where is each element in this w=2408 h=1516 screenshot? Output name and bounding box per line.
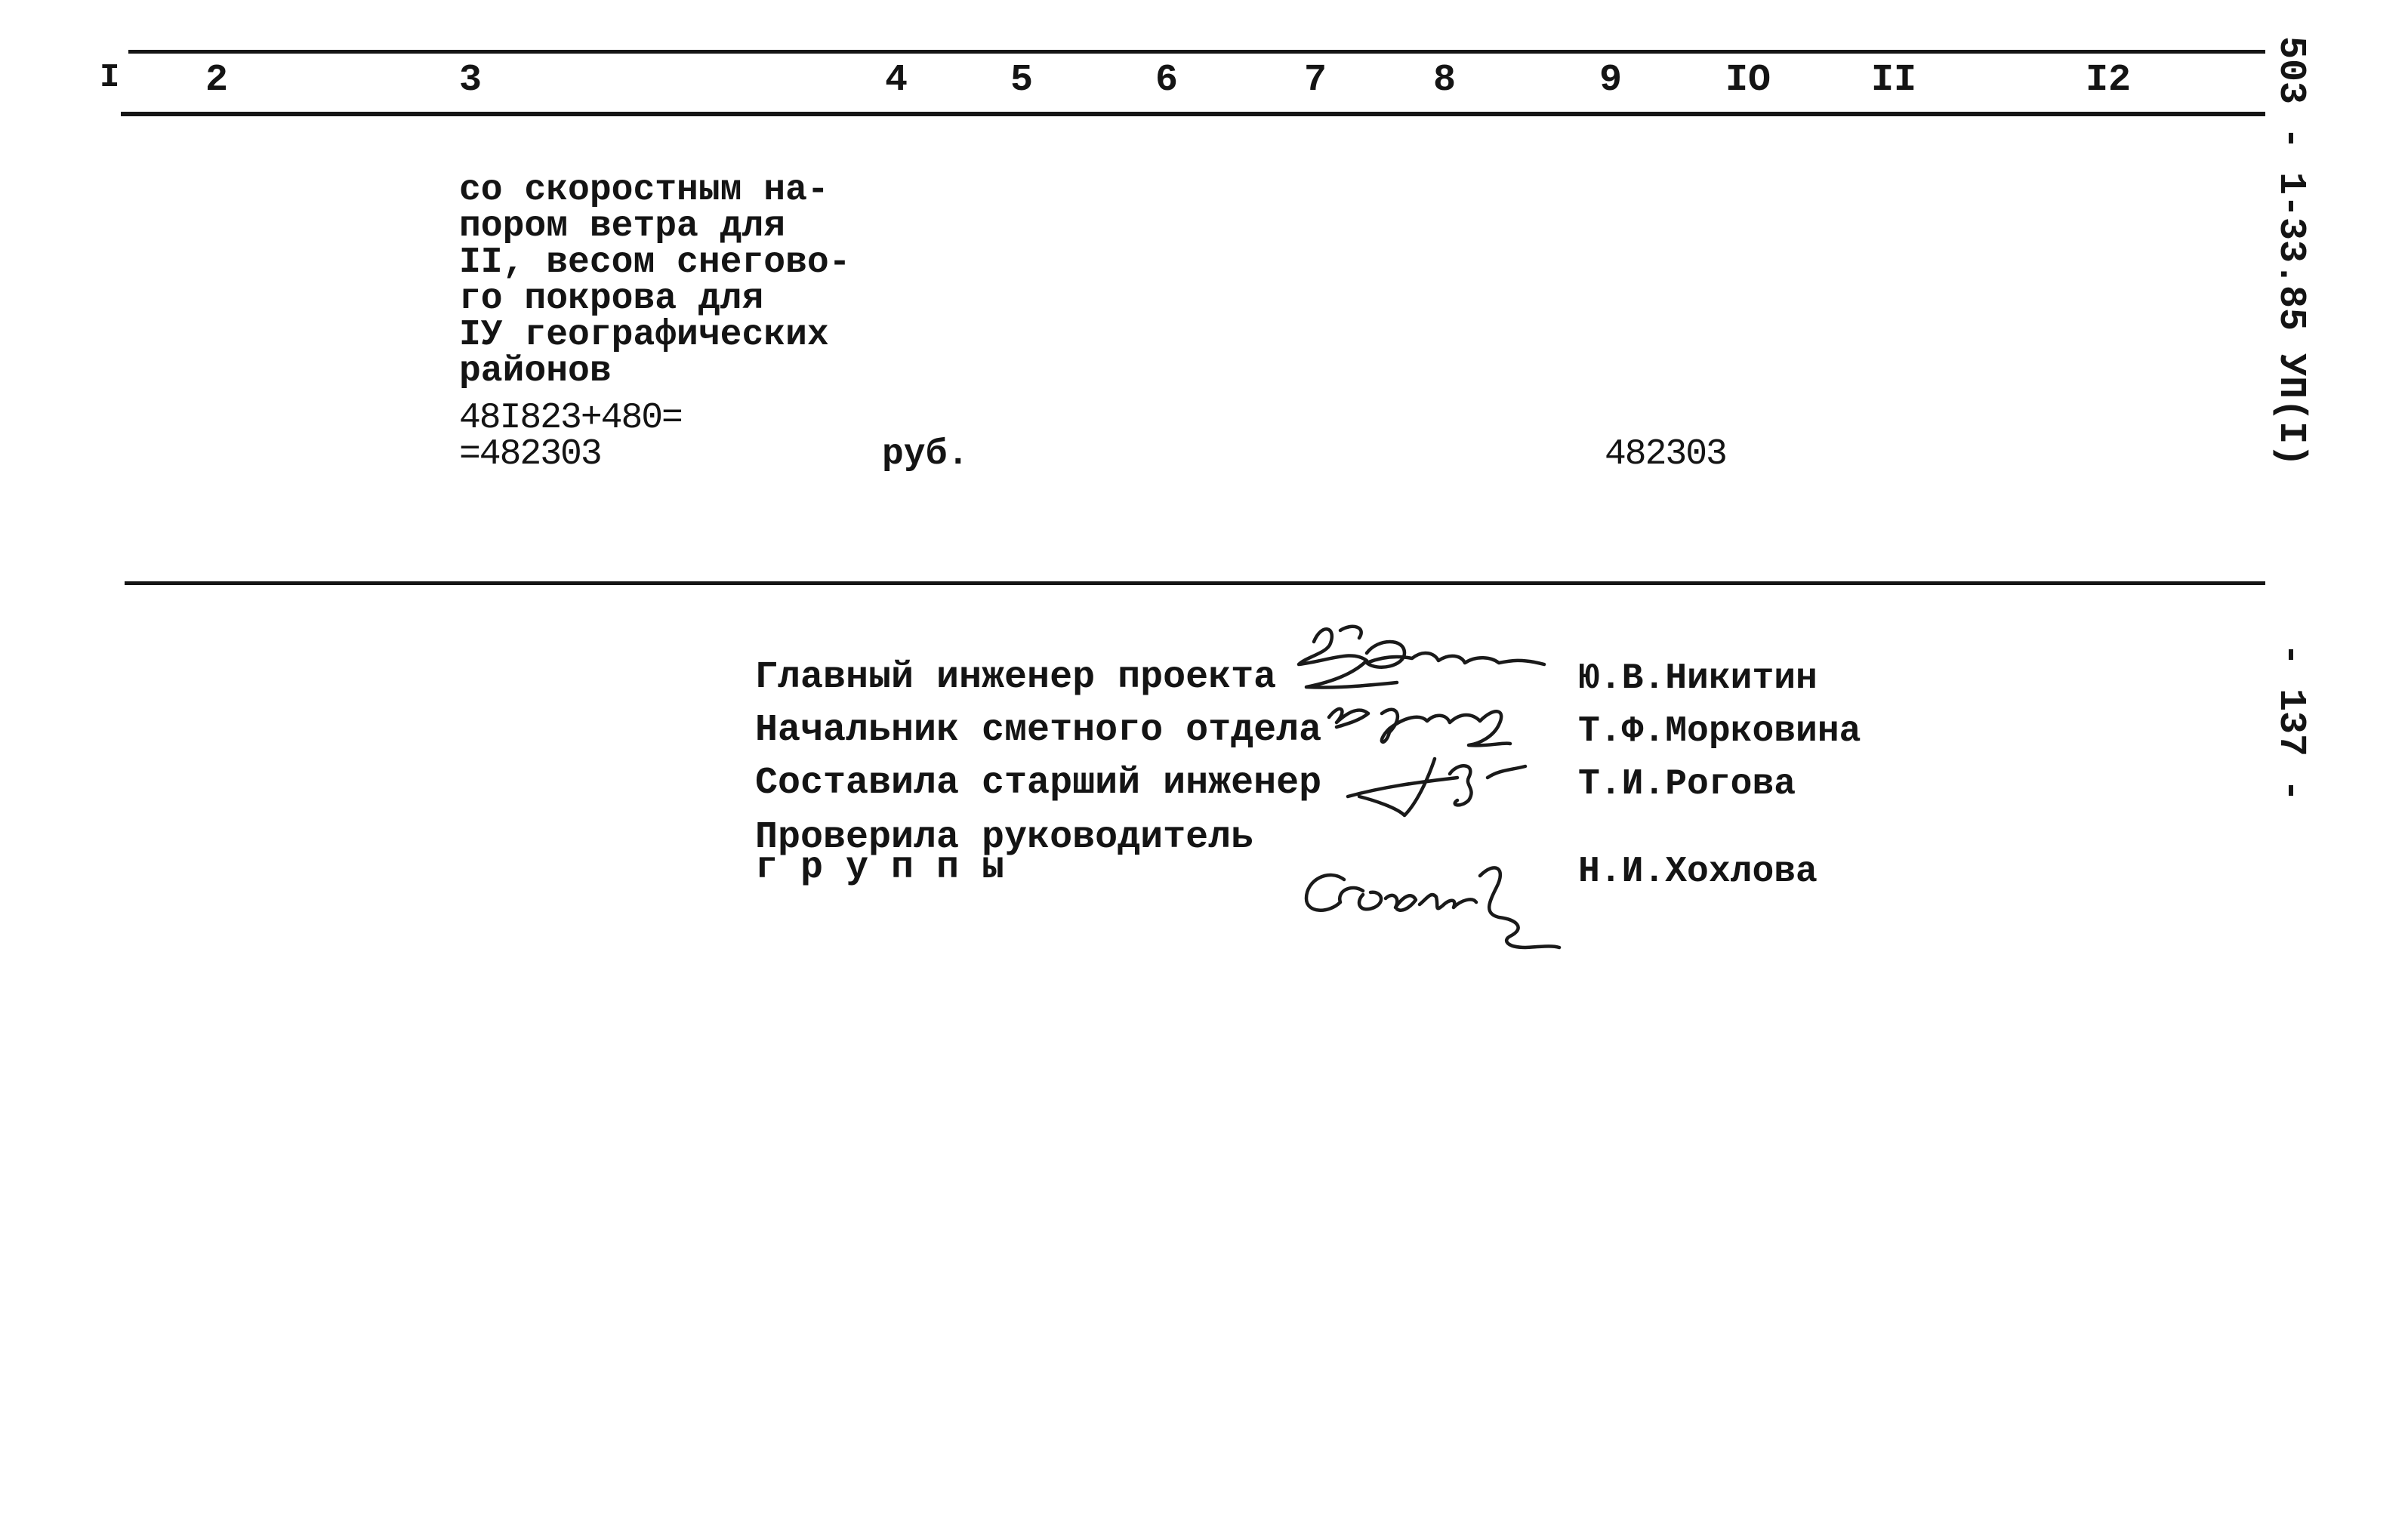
signatory-name: Т.Ф.Морковина <box>1578 711 1861 752</box>
description-line: пором ветра для <box>459 206 786 247</box>
formula-line: =482303 <box>459 434 601 475</box>
col-header-1: I <box>100 59 120 97</box>
col-header-9: 9 <box>1599 59 1623 102</box>
signature-nikitin <box>1284 619 1548 702</box>
col-header-3: 3 <box>459 59 483 102</box>
signature-role: Главный инженер проекта <box>755 656 1277 699</box>
top-rule <box>128 50 2265 54</box>
signature-khokhlova <box>1291 846 1563 959</box>
page-number: - 137 - <box>2269 643 2312 803</box>
header-rule <box>121 112 2265 116</box>
signatory-name: Н.И.Хохлова <box>1578 852 1818 892</box>
col-header-6: 6 <box>1155 59 1179 102</box>
col-header-10: IO <box>1725 59 1771 102</box>
formula-line: 48I823+480= <box>459 398 682 439</box>
col-header-11: II <box>1871 59 1917 102</box>
description-line: районов <box>459 351 612 392</box>
col-header-4: 4 <box>885 59 908 102</box>
signature-role-group: г р у п п ы <box>755 846 1005 889</box>
description-line: го покрова для <box>459 279 764 319</box>
description-line: со скоростным на- <box>459 170 829 211</box>
description-line: II, весом снегово- <box>459 242 851 283</box>
unit-cell: руб. <box>882 434 970 475</box>
signature-role: Составила старший инженер <box>755 762 1322 805</box>
signatory-name: Ю.В.Никитин <box>1578 658 1818 699</box>
signatory-name: Т.И.Рогова <box>1578 764 1796 805</box>
signature-role: Проверила руководитель <box>755 816 1254 859</box>
signature-rogova <box>1344 744 1540 827</box>
col-header-2: 2 <box>205 59 229 102</box>
col9-value: 482303 <box>1605 434 1726 475</box>
col-header-12: I2 <box>2086 59 2132 102</box>
item-description <box>459 172 850 390</box>
col-header-7: 7 <box>1304 59 1327 102</box>
formula <box>459 400 682 473</box>
col-header-8: 8 <box>1433 59 1457 102</box>
col-header-5: 5 <box>1010 59 1034 102</box>
signature-role: Начальник сметного отдела <box>755 709 1322 752</box>
bottom-rule <box>125 581 2265 585</box>
document-code: 503 - 1-33.85 УП(I) <box>2269 36 2312 467</box>
description-line: IУ географических <box>459 315 829 356</box>
